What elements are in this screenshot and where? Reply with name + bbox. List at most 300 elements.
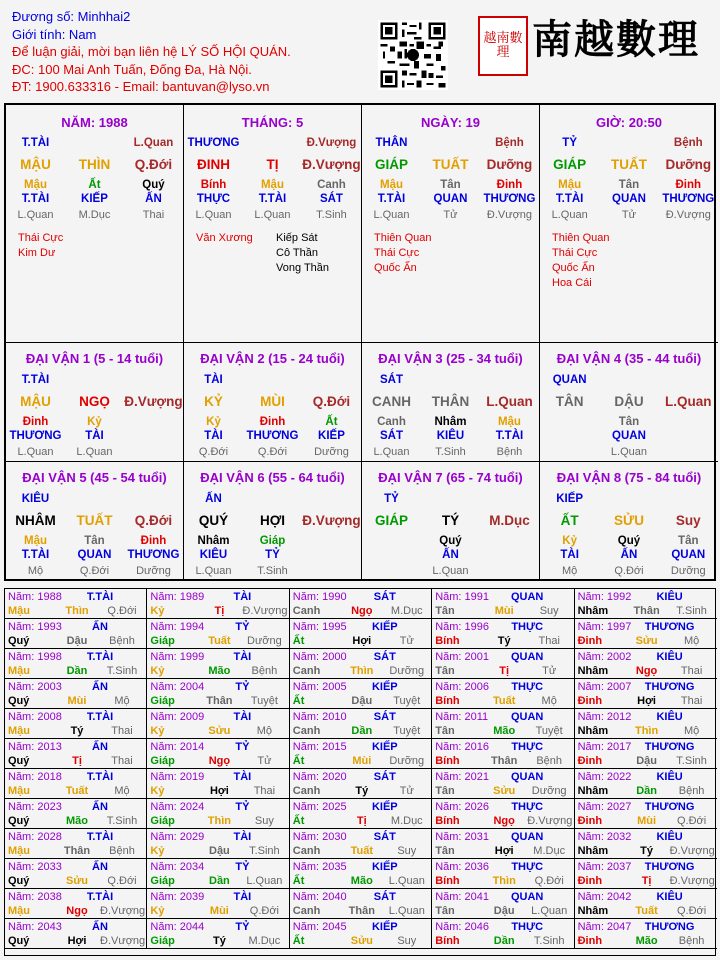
year-cell (147, 649, 289, 679)
dai-van-star-row-text: TÀI (204, 430, 223, 442)
year-stage: T.Sinh (106, 815, 138, 827)
pillar-stage-row (362, 209, 539, 221)
dai-van-main-row-text: Suy (675, 513, 701, 528)
year-label: Năm: 2018 (8, 771, 62, 783)
year-stage: Tuyệt (393, 725, 421, 737)
year-god: ẤN (92, 921, 108, 933)
dai-van-star-row-text: ẤN (442, 549, 459, 561)
dai-van-stage-row-text: Q.Đới (257, 446, 288, 458)
dai-van-star-row (184, 430, 361, 442)
year-branch: Tị (214, 605, 225, 617)
dai-van-hidden-row-text: Đinh (140, 535, 167, 547)
year-stem: Ất (292, 875, 305, 887)
year-label: Năm: 2034 (150, 861, 205, 873)
year-label: Năm: 2011 (435, 711, 489, 723)
year-god: KIẾP (371, 861, 398, 873)
dai-van-main-row-text: TUẤT (76, 513, 113, 528)
pillar-main-row-text: Đ.Vượng (302, 157, 361, 172)
year-god: QUAN (510, 891, 544, 903)
pillar-hidden-row (362, 179, 539, 191)
dai-van-hidden-row (362, 416, 539, 428)
year-god: TÀI (233, 651, 252, 663)
year-god: KIẾP (371, 801, 398, 813)
year-god: THƯƠNG (644, 861, 695, 873)
year-stem: Quý (8, 875, 30, 887)
year-label: Năm: 2015 (292, 741, 347, 753)
year-label: Năm: 2027 (577, 801, 632, 813)
dai-van-hidden-row (6, 535, 183, 547)
pillar-main-row (540, 157, 718, 172)
year-branch: Ngọ (351, 605, 373, 617)
extra-star: Hoa Cái (552, 277, 592, 289)
dai-van-top-row (184, 374, 361, 386)
pillar-extras (196, 231, 253, 246)
extra-star: Thái Cực (552, 247, 598, 259)
year-cell (290, 769, 432, 799)
year-label: Năm: 2021 (435, 771, 489, 783)
dai-van-main-row-text: M.Dục (489, 513, 530, 528)
year-cell (147, 709, 289, 739)
pillar-hidden-row-text: Tân (618, 179, 640, 191)
pillar-stage-row (540, 209, 718, 221)
year-stage: T.Sinh (676, 605, 707, 617)
year-branch: Tuất (492, 695, 516, 707)
year-label: Năm: 1996 (435, 621, 489, 633)
year-branch: Sửu (65, 875, 89, 887)
year-label: Năm: 2010 (292, 711, 347, 723)
year-branch: Mùi (494, 605, 514, 617)
dai-van-hidden-row (540, 416, 718, 428)
year-branch: Dậu (351, 695, 373, 707)
year-stage: L.Quan (531, 905, 568, 917)
year-label: Năm: 2024 (150, 801, 205, 813)
dai-van-hidden-row-text: Kỷ (87, 416, 102, 428)
pillar-hidden-row-text: Mậu (379, 179, 403, 191)
year-branch: Thân (633, 605, 660, 617)
year-cell (147, 679, 289, 709)
dai-van-top-row-text (599, 374, 658, 386)
dai-van-top-row-text (65, 493, 124, 505)
year-stage: Tuyệt (250, 695, 278, 707)
year-cell (5, 649, 147, 679)
year-stage: Bệnh (109, 635, 135, 647)
pillar-main-row-text: THÌN (78, 157, 111, 172)
year-god: TÀI (233, 591, 252, 603)
dai-van-star-row-text: KIÊU (199, 549, 228, 561)
year-cell (575, 829, 717, 859)
contact-invite: Để luận giải, mời bạn liên hệ LÝ SỐ HỘI QUÁN. (12, 44, 291, 59)
dai-van-hidden-row-text: Kỷ (206, 416, 221, 428)
pillar-star-row-text: T.TÀI (258, 193, 287, 205)
year-god: TỶ (235, 741, 250, 753)
dai-van-title: ĐẠI VẬN 2 (15 - 24 tuổi) (200, 351, 345, 366)
year-god: T.TÀI (86, 831, 114, 843)
year-god: KIÊU (656, 831, 683, 843)
year-god: THƯƠNG (644, 801, 695, 813)
dai-van-star-row-text: QUAN (612, 430, 646, 442)
dai-van-star-row-text: T.TÀI (21, 549, 50, 561)
year-god: THỰC (511, 681, 544, 693)
year-stem: Canh (292, 605, 321, 617)
dai-van-title: ĐẠI VẬN 5 (45 - 54 tuổi) (22, 470, 167, 485)
year-branch: Dần (66, 665, 88, 677)
year-stem: Ất (292, 635, 305, 647)
year-god: ẤN (92, 621, 108, 633)
dai-van-top-row-text: T.TÀI (21, 374, 50, 386)
year-stem: Bính (435, 755, 460, 767)
dai-van-hidden-row-text: Tân (84, 535, 105, 547)
dai-van-title: ĐẠI VẬN 8 (75 - 84 tuổi) (556, 470, 702, 485)
pillar-stage-row-text: L.Quan (551, 209, 588, 221)
dai-van-stage-row (540, 565, 718, 577)
dai-van-hidden-row-text (302, 535, 361, 547)
year-stage: Dưỡng (531, 785, 567, 797)
year-label: Năm: 2020 (292, 771, 347, 783)
dai-van-star-row-text: QUAN (671, 549, 706, 561)
year-label: Năm: 2042 (577, 891, 632, 903)
pillar-star-row-text: THỰC (196, 193, 231, 205)
dai-van-hidden-row-text: Tân (678, 535, 699, 547)
dai-van-hidden-row-text: Mậu (23, 535, 47, 547)
year-god: SÁT (373, 891, 396, 903)
year-cell (290, 829, 432, 859)
pillar-main-row (362, 157, 539, 172)
dai-van-stage-row (184, 446, 361, 458)
year-stem: Quý (8, 635, 30, 647)
year-branch: Thân (348, 905, 375, 917)
pillar-stage-row-text: Đ.Vượng (486, 209, 533, 221)
year-cell (290, 619, 432, 649)
year-label: Năm: 2040 (292, 891, 347, 903)
extra-star: Kim Dư (18, 247, 56, 259)
pillar-star-row-text: SÁT (319, 193, 343, 205)
dai-van-star-row-text (362, 549, 421, 561)
dai-van-hidden-row-text: Nhâm (434, 416, 467, 428)
year-label: Năm: 2016 (435, 741, 489, 753)
year-branch: Tuất (65, 785, 89, 797)
dai-van-main-row-text: L.Quan (665, 394, 712, 409)
year-stage: Bệnh (678, 785, 705, 797)
dai-van-hidden-row-text: Kỷ (562, 535, 577, 547)
year-label: Năm: 2043 (8, 921, 62, 933)
year-branch: Thân (206, 695, 233, 707)
year-branch: Dậu (66, 635, 88, 647)
year-label: Năm: 2029 (150, 831, 205, 843)
dai-van-star-row-text: KIẾP (318, 430, 345, 442)
year-cell (432, 619, 574, 649)
dai-van-top-row (540, 493, 718, 505)
dai-van-hidden-row-text: Mậu (497, 416, 521, 428)
dai-van-top-row-text (659, 374, 718, 386)
pillar-main-row-text: ĐINH (196, 157, 230, 172)
year-branch: Hợi (352, 635, 372, 647)
dai-van-main-row-text: SỬU (613, 513, 644, 528)
year-stem: Giáp (150, 755, 175, 767)
year-cell (5, 919, 147, 949)
year-god: THỰC (511, 801, 544, 813)
dai-van-stage-row-text: Mộ (562, 565, 578, 577)
year-label: Năm: 2033 (8, 861, 62, 873)
dai-van-top-row-text: TỶ (384, 493, 399, 505)
year-branch: Tuất (635, 905, 658, 917)
pillar-stage-row-text: T.Sinh (316, 209, 347, 221)
year-stage: Mộ (114, 785, 130, 797)
year-god: TÀI (233, 891, 252, 903)
dai-van-main-row (540, 394, 718, 409)
pillar-chart (4, 103, 716, 581)
dai-van-stage-row-text (480, 565, 539, 577)
pillar-top-row-text: L.Quan (133, 137, 174, 149)
dai-van-title: ĐẠI VẬN 6 (55 - 64 tuổi) (200, 470, 345, 485)
year-label: Năm: 2036 (435, 861, 489, 873)
year-label: Năm: 2022 (577, 771, 632, 783)
year-god: THƯƠNG (644, 681, 695, 693)
year-branch: Mùi (67, 695, 87, 707)
year-stage: Thai (111, 725, 133, 737)
year-stem: Canh (292, 845, 321, 857)
year-cell (290, 589, 432, 619)
year-stem: Tân (435, 605, 455, 617)
year-stem: Canh (292, 665, 321, 677)
year-cell (290, 649, 432, 679)
year-cell (432, 799, 574, 829)
year-cell (147, 919, 289, 949)
year-branch: Tý (640, 845, 654, 857)
year-stage: Dưỡng (389, 665, 425, 677)
year-stem: Bính (435, 815, 460, 827)
pillar-top-row-text: Đ.Vượng (306, 137, 357, 149)
dai-van-stage-row-text: Mộ (27, 565, 44, 577)
year-label: Năm: 2023 (8, 801, 62, 813)
year-label: Năm: 2032 (577, 831, 632, 843)
dai-van-main-row-text: MÙI (260, 394, 285, 409)
dai-van-title: ĐẠI VẬN 4 (35 - 44 tuổi) (556, 351, 702, 366)
year-branch: Hợi (209, 785, 229, 797)
year-god: THỰC (511, 921, 544, 933)
year-stem: Đinh (577, 695, 603, 707)
year-stem: Tân (435, 725, 455, 737)
dai-van-star-row (540, 430, 718, 442)
dai-van-main-row-text: NHÂM (15, 513, 56, 528)
year-stem: Tân (435, 905, 455, 917)
brand-logo-text: 南越數理 (532, 16, 700, 63)
year-stage: Suy (397, 845, 417, 857)
dai-van-top-row-text (65, 374, 124, 386)
year-stage: M.Dục (390, 605, 423, 617)
dai-van-main-row-text: GIÁP (374, 513, 408, 528)
dai-van-hidden-row-text: Tân (618, 416, 640, 428)
year-stage: Q.Đới (107, 605, 137, 617)
dai-van-stage-row (184, 565, 361, 577)
dai-van-stage-row-text: Q.Đới (79, 565, 110, 577)
pillar-main-row (184, 157, 361, 172)
dai-van-star-row-text (540, 430, 599, 442)
dai-van-main-row-text: MẬU (20, 394, 51, 409)
dai-van-star-row-text: KIÊU (436, 430, 465, 442)
pillar-top-row-text (65, 137, 124, 149)
pillar-cell (362, 105, 540, 343)
year-stem: Nhâm (577, 845, 609, 857)
year-god: TÀI (233, 831, 252, 843)
year-branch: Mão (493, 725, 516, 737)
dai-van-cell (184, 462, 362, 581)
year-branch: Ngọ (208, 755, 231, 767)
pillar-stage-row-text: Đ.Vượng (665, 209, 711, 221)
year-god: ẤN (92, 681, 108, 693)
year-god: ẤN (92, 801, 108, 813)
year-label: Năm: 2039 (150, 891, 205, 903)
year-god: KIẾP (371, 921, 398, 933)
dai-van-main-row-text: THÂN (431, 394, 470, 409)
dai-van-star-row-text: TÀI (560, 549, 579, 561)
dai-van-hidden-row-text (362, 535, 421, 547)
year-stage: Q.Đới (534, 875, 564, 887)
year-stem: Kỷ (150, 905, 165, 917)
year-branch: Dậu (493, 905, 515, 917)
year-label: Năm: 2037 (577, 861, 632, 873)
year-god: THỰC (511, 861, 544, 873)
year-stem: Nhâm (577, 785, 609, 797)
year-god: TỶ (235, 621, 250, 633)
qr-code-icon (378, 20, 448, 90)
pillar-main-row-text: Dưỡng (486, 157, 533, 172)
year-label: Năm: 2003 (8, 681, 62, 693)
dai-van-star-row-text: ẤN (620, 549, 638, 561)
pillar-main-row-text: TỊ (266, 157, 279, 172)
dai-van-stage-row-text (540, 446, 599, 458)
year-label: Năm: 2013 (8, 741, 62, 753)
dai-van-top-row-text (124, 374, 183, 386)
year-cell (575, 739, 717, 769)
year-stage: Thai (111, 755, 133, 767)
pillar-top-row-text: THÂN (375, 137, 408, 149)
dai-van-top-row-text (421, 374, 480, 386)
dai-van-star-row-text: THƯƠNG (9, 430, 62, 442)
dai-van-star-row-text: THƯƠNG (246, 430, 299, 442)
year-stage: Tử (257, 755, 272, 767)
pillar-top-row-text: Bệnh (495, 137, 524, 149)
year-cell (575, 649, 717, 679)
year-cell (5, 829, 147, 859)
year-stage: Suy (254, 815, 274, 827)
year-stem: Mậu (8, 845, 30, 857)
year-cell (5, 739, 147, 769)
dai-van-top-row-text: QUAN (552, 374, 587, 386)
year-god: ẤN (92, 741, 108, 753)
dai-van-star-row-text: THƯƠNG (127, 549, 180, 561)
year-label: Năm: 2017 (577, 741, 632, 753)
dai-van-main-row-text: Q.Đới (134, 513, 173, 528)
year-label: Năm: 2000 (292, 651, 347, 663)
year-cell (290, 799, 432, 829)
dai-van-cell (540, 462, 718, 581)
dai-van-star-row (184, 549, 361, 561)
year-stem: Kỷ (150, 845, 165, 857)
pillar-stage-row-text: M.Dục (78, 209, 111, 221)
pillar-star-row-text: KIẾP (81, 193, 108, 205)
extra-star: Vong Thần (276, 262, 330, 274)
dai-van-top-row-text (243, 374, 302, 386)
dai-van-cell (540, 343, 718, 462)
dai-van-top-row (184, 493, 361, 505)
year-stage: M.Dục (390, 815, 423, 827)
dai-van-stage-row (362, 565, 539, 577)
year-god: TỶ (235, 861, 250, 873)
dai-van-title: ĐẠI VẬN 1 (5 - 14 tuổi) (25, 351, 164, 366)
dai-van-top-row (362, 374, 539, 386)
year-branch: Thìn (634, 725, 659, 737)
year-stem: Nhâm (577, 725, 609, 737)
year-stem: Ất (292, 815, 305, 827)
year-stem: Canh (292, 905, 321, 917)
dai-van-stage-row-text: Q.Đới (614, 565, 644, 577)
year-branch: Mão (66, 815, 88, 827)
year-branch: Mùi (209, 905, 229, 917)
year-stem: Đinh (577, 815, 603, 827)
year-stem: Đinh (577, 635, 603, 647)
year-god: T.TÀI (86, 891, 114, 903)
year-label: Năm: 2002 (577, 651, 632, 663)
dai-van-star-row (6, 549, 183, 561)
pillar-top-row (6, 137, 183, 149)
dai-van-hidden-row (184, 416, 361, 428)
year-stage: Q.Đới (249, 905, 279, 917)
pillar-top-row-text: Bệnh (673, 137, 703, 149)
year-stem: Giáp (150, 935, 175, 947)
dai-van-star-row (6, 430, 183, 442)
pillar-main-row-text: MẬU (20, 157, 51, 172)
dai-van-star-row-text: SÁT (379, 430, 403, 442)
year-branch: Sửu (208, 725, 231, 737)
year-cell (575, 889, 717, 919)
year-label: Năm: 2006 (435, 681, 489, 693)
dai-van-main-row-text: HỢI (259, 513, 285, 528)
year-god: SÁT (373, 651, 396, 663)
pillar-hidden-row-text: Đinh (675, 179, 702, 191)
dai-van-hidden-row-text: Nhâm (197, 535, 230, 547)
year-stem: Mậu (8, 605, 30, 617)
dai-van-star-row-text: QUAN (77, 549, 112, 561)
year-cell (290, 859, 432, 889)
year-branch: Thìn (65, 605, 89, 617)
pillar-cell (540, 105, 718, 343)
pillar-top-row-text: TỶ (562, 137, 577, 149)
extra-star: Thái Cực (374, 247, 420, 259)
year-branch: Ngọ (635, 665, 658, 677)
dai-van-main-row-text: NGỌ (79, 394, 110, 409)
pillar-star-row-text: THƯƠNG (662, 193, 715, 205)
year-stage: Tử (399, 635, 414, 647)
year-cell (5, 799, 147, 829)
pillar-star-row-text: T.TÀI (555, 193, 584, 205)
pillar-top-row-text (243, 137, 302, 149)
dai-van-hidden-row-text: Đinh (259, 416, 286, 428)
year-cell (432, 589, 574, 619)
pillar-star-row (362, 193, 539, 205)
year-cell (290, 739, 432, 769)
year-god: T.TÀI (86, 711, 114, 723)
dai-van-top-row-text (302, 493, 361, 505)
year-label: Năm: 2046 (435, 921, 489, 933)
dai-van-top-row-text (302, 374, 361, 386)
year-stage: Tử (399, 785, 414, 797)
pillar-stage-row (6, 209, 183, 221)
pillar-main-row-text: GIÁP (553, 157, 587, 172)
pillar-star-row-text: THƯƠNG (483, 193, 536, 205)
year-stem: Tân (435, 785, 455, 797)
pillar-extras (552, 231, 609, 291)
year-god: THƯƠNG (644, 921, 695, 933)
